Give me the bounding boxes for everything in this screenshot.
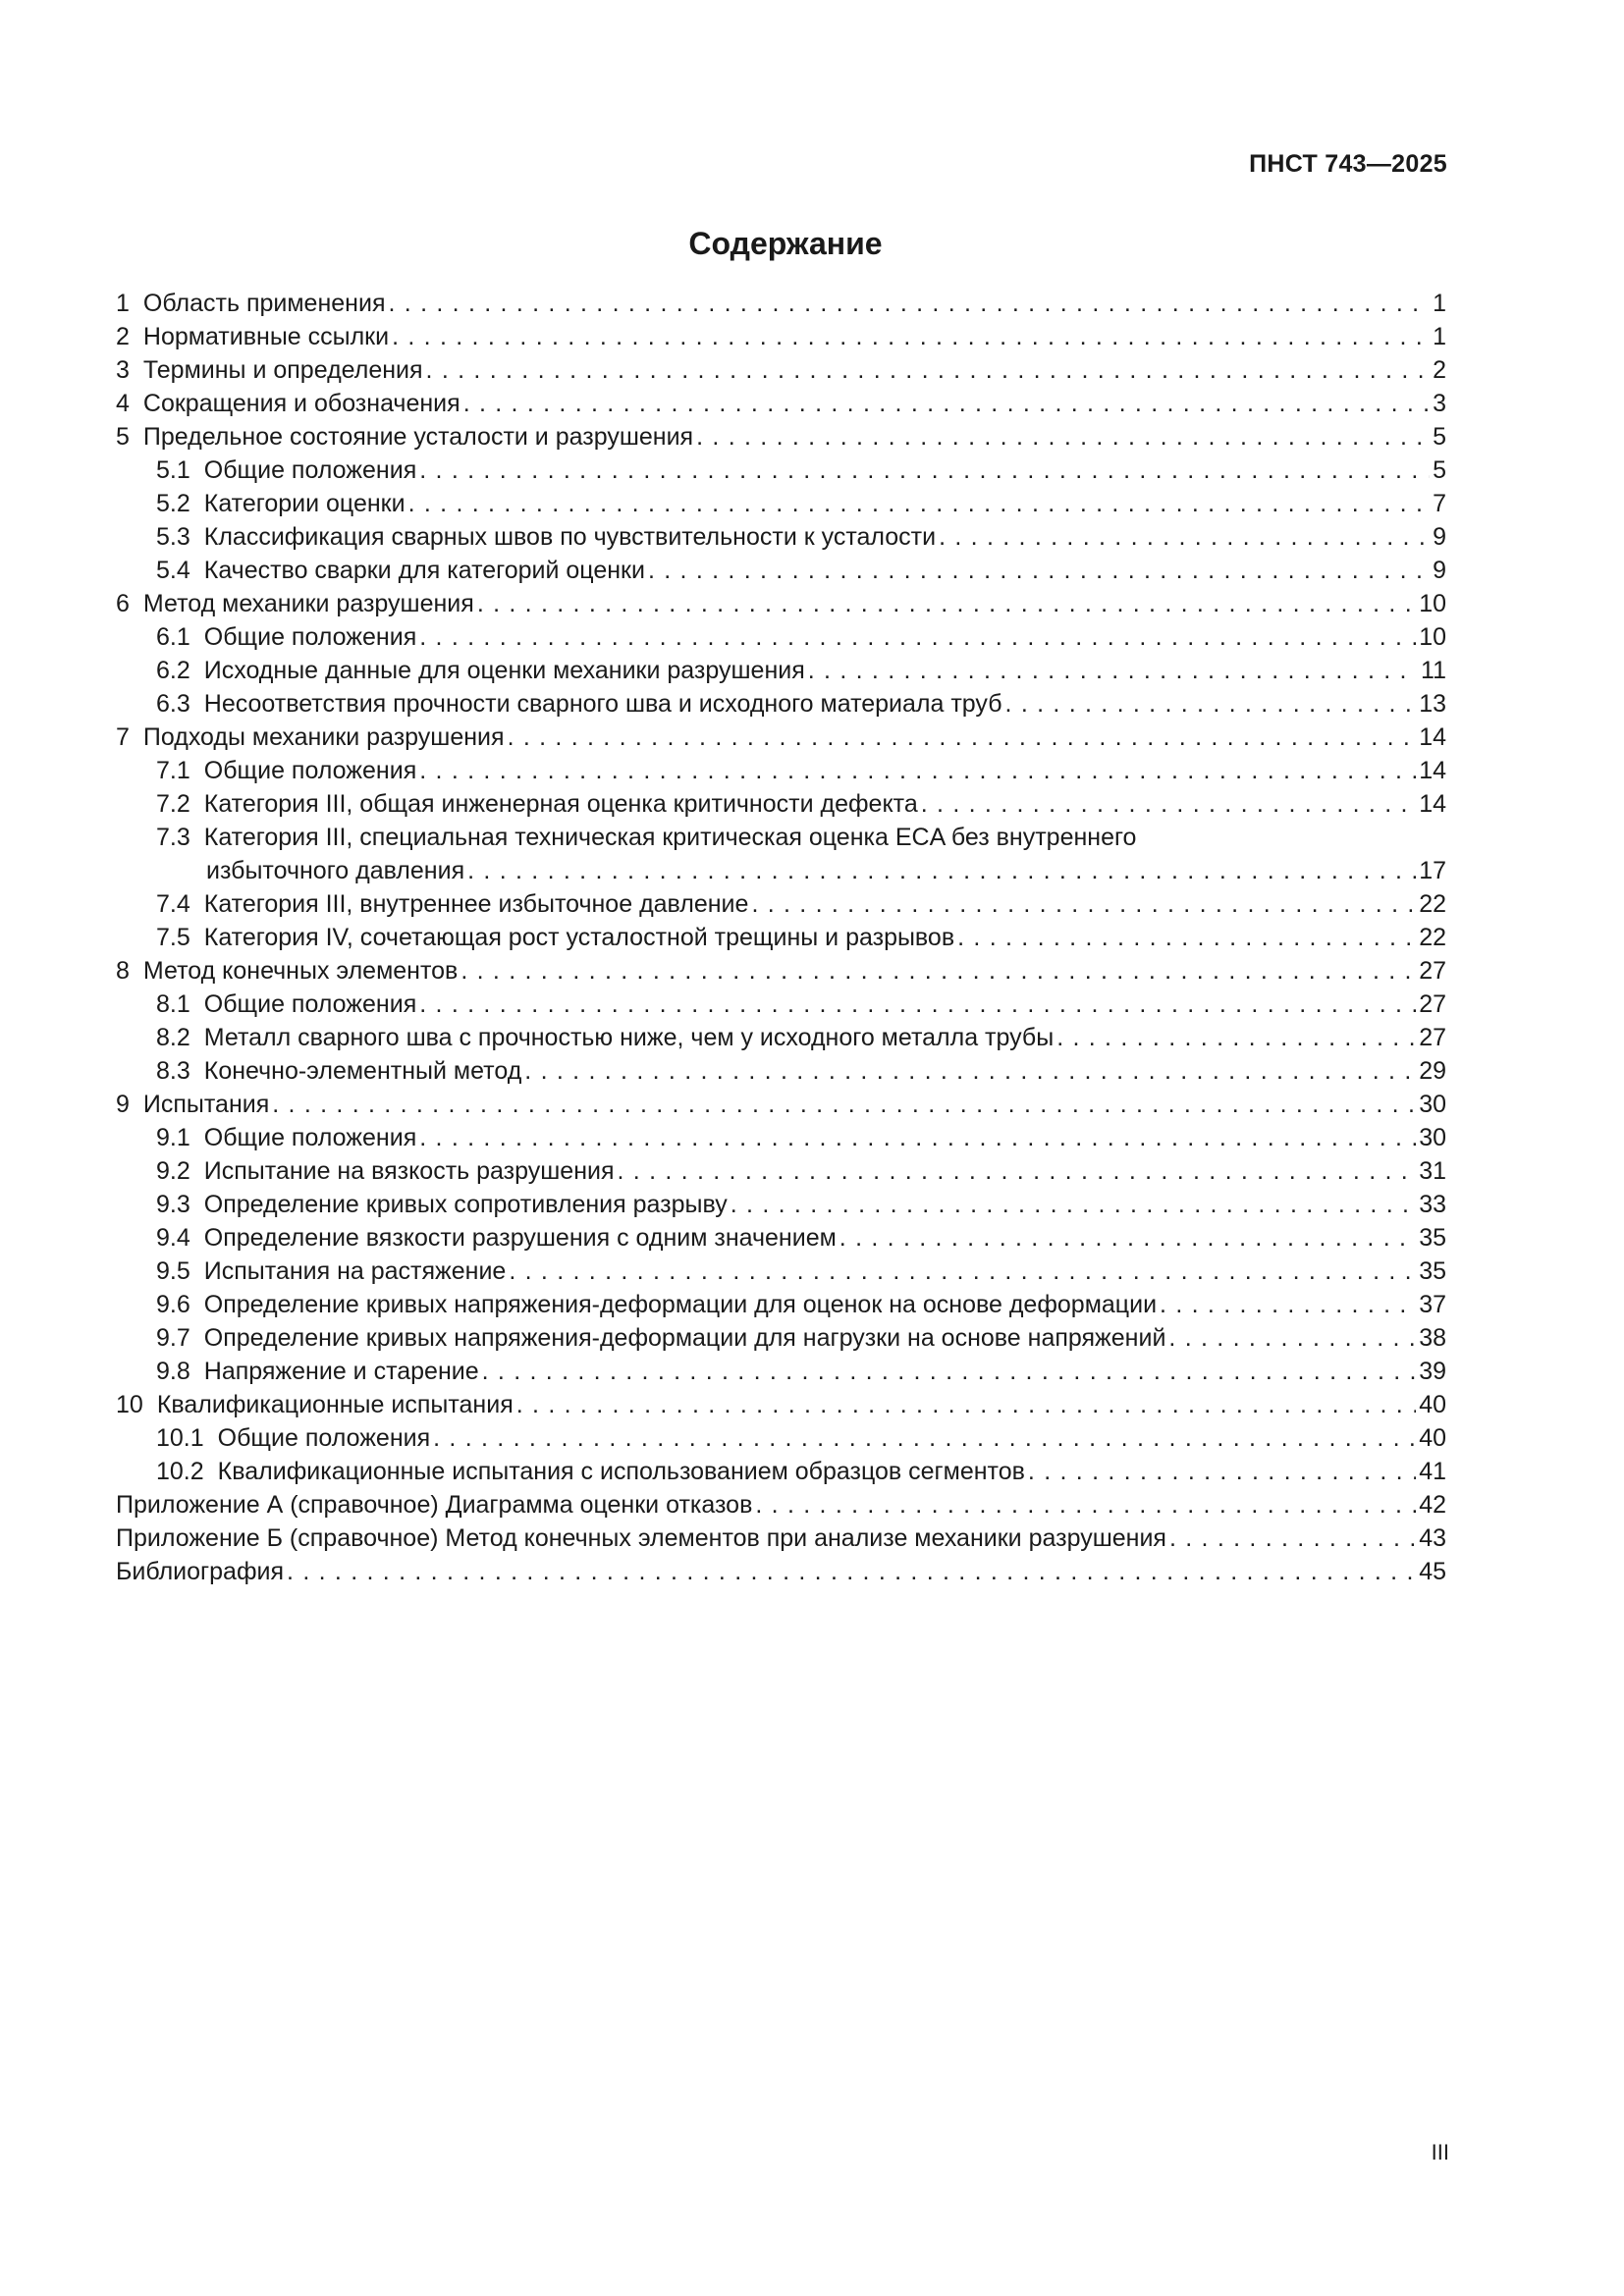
toc-entry-number: 8.3 (156, 1057, 190, 1085)
toc-entry[interactable] (116, 1288, 1446, 1321)
toc-entry-page: 29 (1419, 1057, 1446, 1085)
toc-entry-number: 3 (116, 356, 130, 384)
toc-entry-number: 5.2 (156, 490, 190, 517)
toc-entry-title: Металл сварного шва с прочностью ниже, чем у исходного металла трубы (203, 1024, 1055, 1051)
toc-entry-page: 37 (1419, 1291, 1446, 1318)
toc-entry-page: 2 (1433, 356, 1446, 384)
toc-entry-page: 14 (1419, 790, 1446, 818)
toc-entry-title: Категории оценки (203, 490, 406, 517)
toc-entry[interactable] (116, 921, 1446, 954)
toc-entry-title-continued: избыточного давления (206, 857, 465, 884)
toc-entry[interactable] (116, 821, 1446, 887)
toc-entry-page: 10 (1419, 623, 1446, 651)
toc-entry-number: 7.4 (156, 890, 190, 918)
toc-leader-dots (751, 887, 1416, 921)
toc-entry-title: Категория III, общая инженерная оценка критичности дефекта (203, 790, 918, 818)
toc-entry[interactable] (116, 1388, 1446, 1421)
toc-leader-dots (957, 921, 1416, 954)
toc-entry-title: Исходные данные для оценки механики разрушения (203, 657, 805, 684)
toc-entry[interactable] (116, 454, 1446, 487)
toc-entry-title: Приложение Б (справочное) Метод конечных элементов при анализе механики разрушения (116, 1524, 1166, 1552)
toc-entry-title: Категория III, внутреннее избыточное давление (203, 890, 749, 918)
toc-entry-title: Определение кривых сопротивления разрыву (203, 1191, 728, 1218)
document-code: ПНСТ 743—2025 (1249, 150, 1447, 178)
table-of-contents (116, 287, 1446, 1588)
toc-leader-dots (731, 1188, 1416, 1221)
toc-entry[interactable] (116, 1154, 1446, 1188)
toc-leader-dots (419, 988, 1416, 1021)
toc-entry-number: 7.5 (156, 924, 190, 951)
toc-leader-dots (508, 721, 1417, 754)
toc-entry-title: Несоответствия прочности сварного шва и исходного материала труб (203, 690, 1002, 718)
toc-entry-page: 42 (1419, 1491, 1446, 1519)
toc-entry-page: 1 (1433, 323, 1446, 350)
toc-entry-page: 17 (1419, 857, 1446, 884)
toc-entry-page: 35 (1419, 1224, 1446, 1252)
toc-entry[interactable] (116, 320, 1446, 353)
toc-leader-dots (1005, 687, 1417, 721)
toc-entry-title: Испытания на растяжение (203, 1257, 507, 1285)
toc-entry-appendix-a[interactable] (116, 1488, 1446, 1522)
toc-entry[interactable] (116, 387, 1446, 420)
toc-leader-dots (939, 520, 1430, 554)
toc-entry-number: 9.8 (156, 1358, 190, 1385)
toc-entry-number: 6.2 (156, 657, 190, 684)
toc-entry[interactable] (116, 1054, 1446, 1088)
toc-leader-dots (618, 1154, 1417, 1188)
toc-entry-number: 10.1 (156, 1424, 204, 1452)
toc-entry[interactable] (116, 654, 1446, 687)
toc-entry-number: 7.3 (156, 824, 190, 851)
toc-entry-title: Категория IV, сочетающая рост усталостной трещины и разрывов (203, 924, 955, 951)
toc-entry-title: Область применения (142, 290, 386, 317)
toc-entry-title: Метод механики разрушения (142, 590, 474, 617)
toc-leader-dots (272, 1088, 1416, 1121)
toc-leader-dots (921, 787, 1416, 821)
toc-entry[interactable] (116, 1088, 1446, 1121)
toc-entry-title: Испытания (142, 1091, 270, 1118)
toc-entry-number: 9.5 (156, 1257, 190, 1285)
toc-entry-page: 14 (1419, 757, 1446, 784)
toc-entry[interactable] (116, 1121, 1446, 1154)
toc-leader-dots (516, 1388, 1416, 1421)
toc-entry-number: 7.2 (156, 790, 190, 818)
toc-entry-number: 9.6 (156, 1291, 190, 1318)
toc-entry-page: 22 (1419, 924, 1446, 951)
toc-entry-page: 27 (1419, 1024, 1446, 1051)
toc-entry-title: Нормативные ссылки (142, 323, 390, 350)
toc-leader-dots (477, 587, 1416, 620)
toc-leader-dots (460, 954, 1416, 988)
toc-leader-dots (648, 554, 1430, 587)
toc-entry-page: 3 (1433, 390, 1446, 417)
toc-entry[interactable] (116, 353, 1446, 387)
toc-leader-dots (839, 1221, 1416, 1255)
toc-entry-title: Квалификационные испытания (156, 1391, 514, 1418)
toc-leader-dots (1028, 1455, 1416, 1488)
toc-entry-number: 6.3 (156, 690, 190, 718)
toc-entry-title: Напряжение и старение (203, 1358, 479, 1385)
toc-entry-page: 10 (1419, 590, 1446, 617)
toc-entry-title: Библиография (116, 1558, 285, 1585)
toc-entry-title: Общие положения (203, 456, 417, 484)
toc-entry-page: 40 (1419, 1391, 1446, 1418)
toc-entry-title: Сокращения и обозначения (142, 390, 460, 417)
toc-leader-dots (419, 1121, 1416, 1154)
toc-leader-dots (1169, 1522, 1416, 1555)
toc-entry-number: 9.7 (156, 1324, 190, 1352)
toc-entry[interactable] (116, 1255, 1446, 1288)
toc-leader-dots (419, 620, 1416, 654)
toc-entry[interactable] (116, 554, 1446, 587)
toc-entry-page: 41 (1419, 1458, 1446, 1485)
toc-entry-page: 14 (1419, 723, 1446, 751)
toc-entry-title: Квалификационные испытания с использованием образцов сегментов (217, 1458, 1025, 1485)
toc-entry-number: 10 (116, 1391, 143, 1418)
toc-entry[interactable] (116, 420, 1446, 454)
toc-leader-dots (524, 1054, 1416, 1088)
toc-entry-page: 5 (1433, 423, 1446, 451)
toc-entry[interactable] (116, 587, 1446, 620)
toc-entry-page: 30 (1419, 1124, 1446, 1151)
toc-entry-number: 5 (116, 423, 130, 451)
toc-entry-page: 31 (1419, 1157, 1446, 1185)
toc-entry[interactable] (116, 1021, 1446, 1054)
toc-entry[interactable] (116, 687, 1446, 721)
toc-entry-page: 39 (1419, 1358, 1446, 1385)
toc-entry-number: 9.3 (156, 1191, 190, 1218)
toc-entry-title: Общие положения (203, 757, 417, 784)
toc-entry-title: Термины и определения (142, 356, 423, 384)
toc-entry-title: Качество сварки для категорий оценки (203, 557, 645, 584)
toc-entry[interactable] (116, 787, 1446, 821)
toc-entry-page: 27 (1419, 990, 1446, 1018)
toc-entry[interactable] (116, 620, 1446, 654)
toc-entry-bibliography[interactable] (116, 1555, 1446, 1588)
toc-entry[interactable] (116, 1421, 1446, 1455)
toc-leader-dots (433, 1421, 1416, 1455)
toc-title: Содержание (688, 226, 883, 261)
toc-entry-title: Общие положения (203, 1124, 417, 1151)
toc-entry-page: 40 (1419, 1424, 1446, 1452)
toc-leader-dots (1168, 1321, 1416, 1355)
toc-entry-number: 8 (116, 957, 130, 985)
toc-leader-dots (408, 487, 1431, 520)
toc-entry-number: 8.1 (156, 990, 190, 1018)
toc-entry-page: 45 (1419, 1558, 1446, 1585)
toc-leader-dots (463, 387, 1430, 420)
toc-leader-dots (808, 654, 1418, 687)
toc-leader-dots (509, 1255, 1416, 1288)
toc-entry[interactable] (116, 887, 1446, 921)
toc-leader-dots (1160, 1288, 1416, 1321)
toc-entry-number: 7 (116, 723, 130, 751)
toc-entry-number: 5.1 (156, 456, 190, 484)
toc-entry-number: 9.1 (156, 1124, 190, 1151)
toc-entry-number: 7.1 (156, 757, 190, 784)
toc-entry-appendix-b[interactable] (116, 1522, 1446, 1555)
toc-entry-number: 6 (116, 590, 130, 617)
toc-entry[interactable] (116, 954, 1446, 988)
toc-leader-dots (419, 754, 1416, 787)
toc-entry-number: 6.1 (156, 623, 190, 651)
toc-entry-title: Общие положения (217, 1424, 431, 1452)
toc-entry-title: Предельное состояние усталости и разрушения (142, 423, 694, 451)
toc-leader-dots (467, 854, 1416, 887)
toc-entry[interactable] (116, 721, 1446, 754)
toc-entry-page: 9 (1433, 523, 1446, 551)
toc-entry-page: 11 (1421, 657, 1446, 684)
toc-entry-page: 35 (1419, 1257, 1446, 1285)
toc-entry-page: 38 (1419, 1324, 1446, 1352)
toc-entry-page: 27 (1419, 957, 1446, 985)
toc-entry[interactable] (116, 287, 1446, 320)
toc-entry-page: 13 (1419, 690, 1446, 718)
toc-entry-page: 33 (1419, 1191, 1446, 1218)
toc-entry-title: Категория III, специальная техническая критическая оценка ECA без внутреннего (203, 824, 1137, 851)
toc-entry-page: 30 (1419, 1091, 1446, 1118)
toc-leader-dots (388, 287, 1430, 320)
toc-entry-number: 8.2 (156, 1024, 190, 1051)
toc-leader-dots (419, 454, 1430, 487)
toc-entry[interactable] (116, 988, 1446, 1021)
page-number: III (1431, 2140, 1449, 2164)
toc-entry-number: 4 (116, 390, 130, 417)
toc-entry-number: 9 (116, 1091, 130, 1118)
toc-entry-page: 9 (1433, 557, 1446, 584)
toc-entry[interactable] (116, 1321, 1446, 1355)
toc-entry-title: Определение кривых напряжения-деформации для нагрузки на основе напряжений (203, 1324, 1166, 1352)
toc-entry-number: 2 (116, 323, 130, 350)
toc-entry-number: 5.4 (156, 557, 190, 584)
toc-entry[interactable] (116, 1455, 1446, 1488)
toc-entry[interactable] (116, 754, 1446, 787)
toc-entry-title: Общие положения (203, 623, 417, 651)
toc-entry-number: 1 (116, 290, 130, 317)
toc-entry-title: Классификация сварных швов по чувствительности к усталости (203, 523, 937, 551)
toc-entry-page: 7 (1433, 490, 1446, 517)
toc-entry-title: Определение вязкости разрушения с одним значением (203, 1224, 837, 1252)
toc-leader-dots (696, 420, 1430, 454)
toc-leader-dots (287, 1555, 1416, 1588)
toc-entry-title: Метод конечных элементов (142, 957, 459, 985)
toc-entry-number: 10.2 (156, 1458, 204, 1485)
toc-entry-title: Подходы механики разрушения (142, 723, 505, 751)
toc-entry-page: 1 (1433, 290, 1446, 317)
toc-entry[interactable] (116, 487, 1446, 520)
toc-entry[interactable] (116, 1221, 1446, 1255)
toc-leader-dots (426, 353, 1431, 387)
toc-leader-dots (392, 320, 1430, 353)
toc-entry-title: Конечно-элементный метод (203, 1057, 522, 1085)
toc-entry[interactable] (116, 1188, 1446, 1221)
toc-entry[interactable] (116, 520, 1446, 554)
toc-leader-dots (1056, 1021, 1416, 1054)
toc-entry-page: 5 (1433, 456, 1446, 484)
toc-entry-title: Приложение А (справочное) Диаграмма оценки отказов (116, 1491, 753, 1519)
toc-leader-dots (482, 1355, 1417, 1388)
toc-entry-number: 9.2 (156, 1157, 190, 1185)
toc-entry-page: 43 (1419, 1524, 1446, 1552)
toc-entry-number: 5.3 (156, 523, 190, 551)
toc-entry-title: Испытание на вязкость разрушения (203, 1157, 615, 1185)
toc-entry-title: Определение кривых напряжения-деформации для оценок на основе деформации (203, 1291, 1158, 1318)
toc-entry-number: 9.4 (156, 1224, 190, 1252)
toc-leader-dots (755, 1488, 1416, 1522)
toc-entry-page: 22 (1419, 890, 1446, 918)
toc-entry-title: Общие положения (203, 990, 417, 1018)
toc-entry[interactable] (116, 1355, 1446, 1388)
